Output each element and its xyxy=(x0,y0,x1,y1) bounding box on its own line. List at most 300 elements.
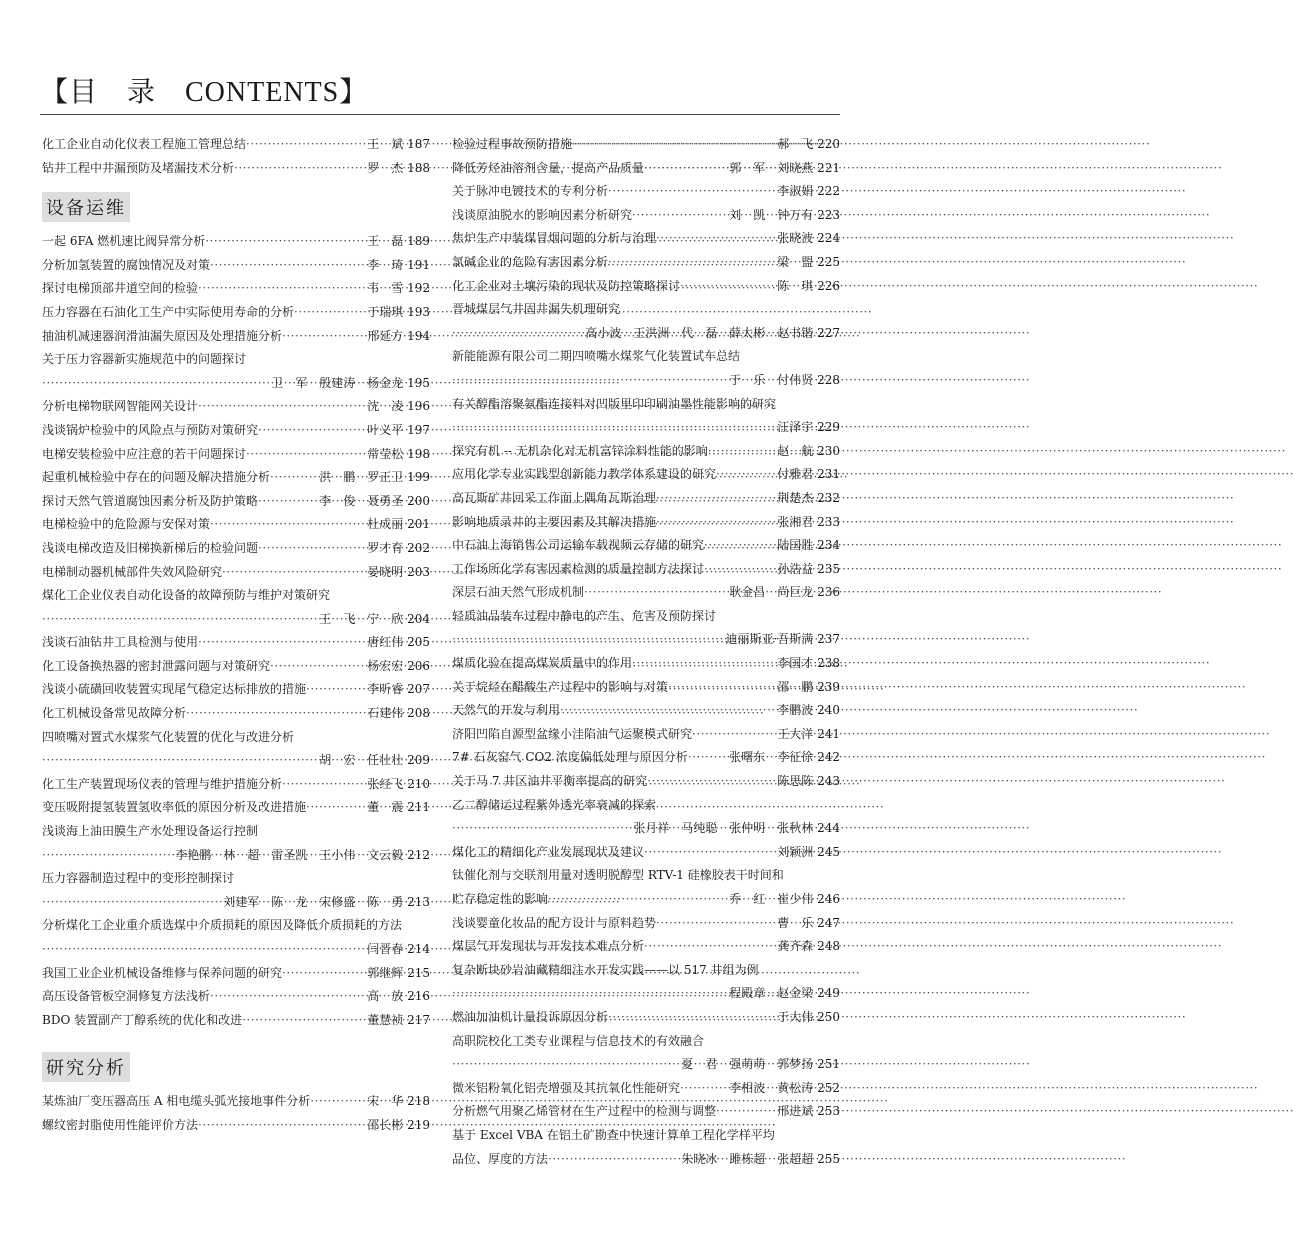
leader-dots xyxy=(42,891,221,915)
toc-entry-page: 208 xyxy=(407,706,430,721)
toc-entry[interactable] xyxy=(452,723,840,747)
toc-entry-page: 242 xyxy=(817,750,840,765)
toc-entry-meta xyxy=(317,466,430,490)
leader-dots xyxy=(270,655,365,679)
toc-entry-author: 迪丽斯亚·吾斯满 xyxy=(725,632,814,647)
toc-entry[interactable] xyxy=(452,628,840,652)
leader-dots xyxy=(205,230,365,254)
toc-entry-author: 于大伟 xyxy=(777,1009,814,1024)
toc-entry-title: 化工企业自动化仪表工程施工管理总结 xyxy=(42,137,247,151)
leader-dots xyxy=(242,1009,365,1033)
leader-dots xyxy=(452,1053,679,1077)
toc-entry[interactable] xyxy=(42,914,430,938)
toc-entry-page: 216 xyxy=(407,989,430,1004)
toc-entry[interactable] xyxy=(452,982,840,1006)
toc-entry[interactable] xyxy=(452,746,840,770)
toc-entry-title: 高压设备管板空洞修复方法浅析 xyxy=(42,989,211,1004)
toc-entry-title: 深层石油天然气形成机制 xyxy=(452,585,585,600)
toc-entry-page: 187 xyxy=(407,137,430,151)
toc-entry-author: 陆国胜 xyxy=(777,538,814,553)
toc-entry-author: 张晓波 xyxy=(777,231,814,246)
toc-entry[interactable] xyxy=(452,959,840,983)
leader-dots xyxy=(210,513,365,537)
toc-entry[interactable] xyxy=(42,395,430,419)
title-rule xyxy=(40,114,840,115)
toc-entry-author: 闫晋春 xyxy=(367,942,404,956)
toc-entry-page: 189 xyxy=(407,234,430,249)
toc-entry[interactable] xyxy=(452,298,840,322)
leader-dots xyxy=(644,841,775,865)
toc-entry-page: 220 xyxy=(817,137,840,151)
toc-entry[interactable] xyxy=(42,490,430,514)
toc-entry-meta xyxy=(775,180,840,204)
toc-entry-page: 194 xyxy=(407,328,430,343)
section-heading-research: 研究分析 xyxy=(42,1052,430,1082)
toc-entry[interactable] xyxy=(452,393,840,417)
toc-entry[interactable] xyxy=(42,608,430,632)
leader-dots xyxy=(608,251,775,275)
toc-entry-author: 杜成丽 xyxy=(367,517,404,532)
toc-entry-title: 浅谈石油钻井工具检测与使用 xyxy=(42,635,199,650)
toc-entry[interactable] xyxy=(452,440,840,464)
leader-dots xyxy=(452,628,723,652)
toc-entry-title: 品位、厚度的方法 xyxy=(452,1151,549,1166)
toc-entry-author: 高小波 王洪洲 代 磊 薛太彬 赵书锴 xyxy=(585,325,814,340)
leader-dots xyxy=(548,1148,679,1172)
toc-entry[interactable] xyxy=(452,157,840,181)
toc-entry-title: 煤层气开发现状与开发技术难点分析 xyxy=(452,939,645,954)
leader-dots xyxy=(294,301,365,325)
toc-entry[interactable] xyxy=(42,301,430,325)
toc-entry[interactable] xyxy=(452,180,840,204)
toc-entry-author: 叶义平 xyxy=(367,422,404,437)
toc-entry-title: 电梯检验中的危险源与安保对策 xyxy=(42,517,211,532)
toc-entry-title: 化工机械设备常见故障分析 xyxy=(42,706,187,721)
toc-entry[interactable] xyxy=(452,935,840,959)
toc-entry[interactable] xyxy=(42,348,430,372)
toc-entry[interactable] xyxy=(452,1124,840,1148)
toc-entry-title: 高职院校化工类专业课程与信息技术的有效融合 xyxy=(452,1033,705,1048)
toc-entry[interactable] xyxy=(452,227,840,251)
toc-entry-meta xyxy=(775,1006,840,1030)
toc-entry-meta xyxy=(317,608,430,632)
toc-entry-title: 浅谈小硫磺回收装置实现尾气稳定达标排放的措施 xyxy=(42,682,307,697)
toc-entry-title: 关于压力容器新实施规范中的问题探讨 xyxy=(42,352,247,367)
leader-dots xyxy=(716,1100,775,1124)
toc-entry-page: 255 xyxy=(817,1151,840,1166)
leader-dots xyxy=(222,561,365,585)
leader-dots xyxy=(186,702,365,726)
toc-entry-title: 分析燃气用聚乙烯管材在生产过程中的检测与调整 xyxy=(452,1104,717,1119)
leader-dots xyxy=(632,204,727,228)
toc-entry-page: 227 xyxy=(817,325,840,340)
toc-entry[interactable] xyxy=(42,820,430,844)
toc-entry[interactable] xyxy=(452,133,840,157)
leader-dots xyxy=(246,133,365,157)
toc-entry-title: 煤化工企业仪表自动化设备的故障预防与维护对策研究 xyxy=(42,588,331,603)
toc-entry-title: 有关醇酯溶聚氨酯连接料对凹版里印印刷油墨性能影响的研究 xyxy=(452,396,777,411)
toc-entry-meta xyxy=(727,1077,840,1101)
toc-entry-page: 195 xyxy=(407,375,430,390)
toc-entry[interactable] xyxy=(452,275,840,299)
toc-entry[interactable] xyxy=(452,817,840,841)
toc-entry-page: 203 xyxy=(407,564,430,579)
toc-entry-page: 246 xyxy=(817,892,840,906)
leader-dots xyxy=(42,608,317,632)
toc-entry[interactable] xyxy=(42,419,430,443)
toc-entry[interactable] xyxy=(42,537,430,561)
toc-entry-title: 探究有机 -- 无机杂化对无机富锌涂料性能的影响 xyxy=(452,443,708,458)
leader-dots xyxy=(198,395,365,419)
leader-dots xyxy=(234,157,365,181)
toc-group-research xyxy=(42,1090,430,1137)
toc-entry-author: 高 放 xyxy=(367,989,404,1004)
toc-entry[interactable] xyxy=(42,254,430,278)
toc-entry-meta xyxy=(365,254,430,278)
toc-entry[interactable] xyxy=(42,372,430,396)
toc-entry-title: 浅谈海上油田膜生产水处理设备运行控制 xyxy=(42,824,259,839)
toc-entry-meta xyxy=(727,746,840,770)
toc-entry-page: 210 xyxy=(407,776,430,791)
toc-entry[interactable] xyxy=(42,561,430,585)
toc-entry-page: 212 xyxy=(407,847,430,862)
toc-entry[interactable] xyxy=(452,1148,840,1172)
toc-entry[interactable] xyxy=(452,534,840,558)
toc-entry[interactable] xyxy=(42,1009,430,1033)
toc-entry-meta xyxy=(173,844,430,868)
toc-entry-page: 197 xyxy=(407,422,430,437)
toc-entry-title: 钻井工程中井漏预防及堵漏技术分析 xyxy=(42,160,235,175)
toc-entry[interactable] xyxy=(42,726,430,750)
toc-group-right xyxy=(452,133,840,1171)
toc-entry-author: 郭 军 刘晓燕 xyxy=(729,160,814,175)
toc-entry[interactable] xyxy=(42,962,430,986)
toc-entry-meta xyxy=(775,534,840,558)
leader-dots xyxy=(210,985,365,1009)
toc-entry-page: 215 xyxy=(407,965,430,980)
toc-entry-meta xyxy=(365,678,430,702)
toc-entry-page: 202 xyxy=(407,540,430,555)
toc-entry-page: 229 xyxy=(817,420,840,435)
toc-entry-page: 248 xyxy=(817,939,840,954)
leader-dots xyxy=(644,157,727,181)
toc-entry[interactable] xyxy=(42,867,430,891)
toc-entry[interactable] xyxy=(42,513,430,537)
toc-entry[interactable] xyxy=(42,157,430,181)
toc-entry[interactable] xyxy=(452,1077,840,1101)
toc-entry-author: 卫 军 殷建涛 杨金龙 xyxy=(271,375,404,390)
toc-entry[interactable] xyxy=(452,1053,840,1077)
toc-entry-title: 基于 Excel VBA 在铝土矿勘查中快速计算单工程化学样平均 xyxy=(452,1127,775,1142)
toc-entry-title: 高瓦斯矿井回采工作面上隅角瓦斯治理 xyxy=(452,490,657,505)
toc-entry-meta xyxy=(775,416,840,440)
toc-entry[interactable] xyxy=(42,466,430,490)
toc-entry-author: 韦 雪 xyxy=(367,281,404,296)
leader-dots xyxy=(452,817,631,841)
toc-entry[interactable] xyxy=(42,655,430,679)
leader-dots xyxy=(608,180,775,204)
toc-entry-page: 238 xyxy=(817,656,840,671)
leader-dots xyxy=(310,1090,365,1114)
leader-dots xyxy=(668,676,775,700)
toc-entry-page: 252 xyxy=(817,1080,840,1095)
toc-entry-author: 夏 君 强萌萌 郭梦扬 xyxy=(681,1057,814,1072)
toc-entry-author: 曹 乐 xyxy=(777,915,814,930)
toc-entry[interactable] xyxy=(42,985,430,1009)
toc-entry[interactable] xyxy=(42,749,430,773)
toc-entry[interactable] xyxy=(42,277,430,301)
leader-dots xyxy=(282,962,365,986)
toc-entry[interactable] xyxy=(42,796,430,820)
toc-entry-author: 李国才 xyxy=(777,656,814,671)
toc-entry-author: 邵 鹏 xyxy=(777,679,814,694)
toc-entry-page: 223 xyxy=(817,207,840,222)
toc-entry-meta xyxy=(365,301,430,325)
toc-entry[interactable] xyxy=(452,204,840,228)
toc-entry-title: 化工企业对土壤污染的现状及防控策略探讨 xyxy=(452,278,681,293)
right-column xyxy=(452,133,840,1171)
toc-entry-author: 董慧祯 xyxy=(367,1012,404,1027)
toc-entry-title: 降低芳烃油溶剂含量，提高产品质量 xyxy=(452,160,645,175)
toc-entry-author: 汪泽宇 xyxy=(777,420,814,435)
toc-entry-title: 贮存稳定性的影响 xyxy=(452,892,549,906)
toc-entry[interactable] xyxy=(42,443,430,467)
toc-entry-author: 荆楚杰 xyxy=(777,490,814,505)
toc-entry-meta xyxy=(775,133,840,157)
toc-entry[interactable] xyxy=(452,369,840,393)
toc-entry[interactable] xyxy=(42,891,430,915)
toc-entry-page: 204 xyxy=(407,611,430,626)
toc-entry-page: 224 xyxy=(817,231,840,246)
toc-entry-author: 张月祥 马纯聪 张仲明 张秋林 xyxy=(633,821,814,836)
toc-entry-page: 209 xyxy=(407,753,430,768)
toc-entry-author: 王 斌 xyxy=(367,137,404,151)
toc-entry[interactable] xyxy=(452,558,840,582)
toc-entry[interactable] xyxy=(452,864,840,888)
leader-dots xyxy=(282,325,365,349)
toc-entry-meta xyxy=(775,511,840,535)
leader-dots xyxy=(42,749,317,773)
leader-dots xyxy=(716,463,775,487)
toc-entry[interactable] xyxy=(42,1090,430,1114)
toc-entry-page: 253 xyxy=(817,1104,840,1119)
toc-entry-meta xyxy=(775,912,840,936)
toc-entry-title: 影响地质录井的主要因素及其解决措施 xyxy=(452,514,657,529)
toc-entry-meta xyxy=(727,982,840,1006)
toc-entry-meta xyxy=(221,891,430,915)
toc-entry-meta xyxy=(365,325,430,349)
toc-entry[interactable] xyxy=(452,841,840,865)
toc-entry[interactable] xyxy=(452,1030,840,1054)
leader-dots xyxy=(632,652,775,676)
toc-entry[interactable] xyxy=(42,938,430,962)
toc-entry-author: 张经飞 xyxy=(367,776,404,791)
toc-entry-title: 化工设备换热器的密封泄露问题与对策研究 xyxy=(42,658,271,673)
toc-entry[interactable] xyxy=(452,652,840,676)
toc-entry-meta xyxy=(631,817,840,841)
toc-entry-title: 燃油加油机计量投诉原因分析 xyxy=(452,1009,609,1024)
section-heading-equipment: 设备运维 xyxy=(42,192,430,222)
toc-entry-meta xyxy=(775,440,840,464)
toc-entry-meta xyxy=(365,796,430,820)
leader-dots xyxy=(452,982,727,1006)
toc-entry-title: 7# 石灰窑气 CO2 浓度偏低处理与原因分析 xyxy=(452,750,688,765)
toc-entry-title: 钛催化剂与交联剂用量对透明脱醇型 RTV-1 硅橡胶表干时间和 xyxy=(452,868,784,883)
toc-entry-author: 胡 宏 任壮壮 xyxy=(319,753,404,768)
toc-entry-title: 某炼油厂变压器高压 A 相电缆头弧光接地事件分析 xyxy=(42,1094,311,1109)
toc-entry[interactable] xyxy=(452,770,840,794)
toc-entry-page: 240 xyxy=(817,703,840,718)
toc-entry-title: 中石油上海销售公司运输车载视频云存储的研究 xyxy=(452,538,705,553)
toc-entry-title: 浅谈电梯改造及旧梯换新梯后的检验问题 xyxy=(42,540,259,555)
toc-entry[interactable] xyxy=(42,133,430,157)
toc-entry[interactable] xyxy=(42,584,430,608)
toc-entry-author: 赵 航 xyxy=(777,443,814,458)
toc-entry-meta xyxy=(365,655,430,679)
toc-entry-meta xyxy=(775,463,840,487)
toc-entry[interactable] xyxy=(452,511,840,535)
toc-entry-title: 螺纹密封脂使用性能评价方法 xyxy=(42,1117,199,1132)
toc-entry[interactable] xyxy=(452,605,840,629)
toc-entry-meta xyxy=(727,581,840,605)
toc-entry-title: 焦炉生产中装煤冒烟问题的分析与治理 xyxy=(452,231,657,246)
leader-dots xyxy=(680,275,775,299)
toc-entry-author: 郭继辉 xyxy=(367,965,404,980)
toc-entry-meta xyxy=(727,157,840,181)
toc-entry[interactable] xyxy=(452,345,840,369)
leader-dots xyxy=(656,511,775,535)
toc-entry-meta xyxy=(365,277,430,301)
toc-entry-title: 煤化工的精细化产业发展现状及建议 xyxy=(452,844,645,859)
toc-entry[interactable] xyxy=(42,844,430,868)
toc-entry-page: 199 xyxy=(407,470,430,485)
toc-entry[interactable] xyxy=(452,1006,840,1030)
toc-entry-meta xyxy=(365,938,430,962)
left-column xyxy=(42,133,430,1138)
toc-entry-title: 煤质化验在提高煤炭质量中的作用 xyxy=(452,656,633,671)
toc-entry-author: 刘建军 陈 龙 宋修盛 陈 勇 xyxy=(223,894,404,909)
leader-dots xyxy=(42,938,365,962)
leader-dots xyxy=(246,443,365,467)
toc-entry[interactable] xyxy=(42,773,430,797)
leader-dots xyxy=(608,1006,775,1030)
toc-entry-title: 应用化学专业实践型创新能力教学体系建设的研究 xyxy=(452,467,717,482)
toc-entry-meta xyxy=(679,1148,840,1172)
toc-entry-author: 孙浩益 xyxy=(777,561,814,576)
toc-entry-meta xyxy=(317,749,430,773)
toc-entry-author: 程殿章 赵金梁 xyxy=(729,986,814,1001)
toc-entry-title: 检验过程事故预防措施 xyxy=(452,137,573,151)
toc-entry-author: 陈 琪 xyxy=(777,278,814,293)
toc-entry-page: 239 xyxy=(817,679,840,694)
toc-entry-author: 宋 华 xyxy=(367,1094,404,1109)
toc-entry-meta xyxy=(775,676,840,700)
toc-entry[interactable] xyxy=(452,581,840,605)
toc-entry-title: 四喷嘴对置式水煤浆气化装置的优化与改进分析 xyxy=(42,729,295,744)
toc-entry-page: 201 xyxy=(407,517,430,532)
toc-entry-author: 李相波 黄松涛 xyxy=(729,1080,814,1095)
toc-entry-title: 氯碱企业的危险有害因素分析 xyxy=(452,254,609,269)
toc-entry[interactable] xyxy=(452,794,840,818)
toc-entry-page: 225 xyxy=(817,254,840,269)
toc-entry[interactable] xyxy=(452,676,840,700)
toc-entry-page: 249 xyxy=(817,986,840,1001)
toc-entry[interactable] xyxy=(452,322,840,346)
leader-dots xyxy=(198,277,365,301)
toc-entry-title: 新能能源有限公司二期四喷嘴水煤浆气化装置试车总结 xyxy=(452,349,741,364)
toc-entry[interactable] xyxy=(42,1114,430,1138)
leader-dots xyxy=(548,888,727,912)
leader-dots xyxy=(258,419,365,443)
toc-entry[interactable] xyxy=(452,912,840,936)
toc-entry[interactable] xyxy=(452,251,840,275)
toc-entry-author: 王 磊 xyxy=(367,234,404,249)
toc-entry-meta xyxy=(365,395,430,419)
toc-entry-author: 张湘君 xyxy=(777,514,814,529)
toc-entry-page: 226 xyxy=(817,278,840,293)
leader-dots xyxy=(270,466,317,490)
toc-entry-author: 晏晓明 xyxy=(367,564,404,579)
toc-entry-meta xyxy=(775,935,840,959)
toc-entry-meta xyxy=(775,275,840,299)
toc-entry[interactable] xyxy=(452,463,840,487)
toc-entry[interactable] xyxy=(452,1100,840,1124)
toc-entry-page: 222 xyxy=(817,184,840,199)
toc-entry[interactable] xyxy=(42,325,430,349)
toc-entry-author: 石建伟 xyxy=(367,706,404,721)
toc-entry-title: 我国工业企业机械设备维修与保养问题的研究 xyxy=(42,965,283,980)
leader-dots xyxy=(306,796,365,820)
toc-entry-page: 243 xyxy=(817,774,840,789)
toc-entry-meta xyxy=(727,369,840,393)
toc-entry-page: 207 xyxy=(407,682,430,697)
toc-entry-author: 张曙东 李征徐 xyxy=(729,750,814,765)
toc-entry-page: 251 xyxy=(817,1057,840,1072)
toc-entry-author: 郝 飞 xyxy=(777,137,814,151)
toc-entry[interactable] xyxy=(42,702,430,726)
leader-dots xyxy=(656,227,775,251)
toc-entry[interactable] xyxy=(452,487,840,511)
leader-dots xyxy=(584,581,727,605)
toc-group-equipment xyxy=(42,230,430,1032)
toc-entry-title: 一起 6FA 燃机速比阀异常分析 xyxy=(42,234,206,249)
toc-entry[interactable] xyxy=(452,416,840,440)
toc-entry-author: 耿金昌 尚巨龙 xyxy=(729,585,814,600)
toc-entry-meta xyxy=(365,561,430,585)
leader-dots xyxy=(42,372,269,396)
toc-entry-author: 沈 凌 xyxy=(367,399,404,414)
toc-entry-page: 244 xyxy=(817,821,840,836)
toc-entry-meta xyxy=(775,227,840,251)
leader-dots xyxy=(560,699,775,723)
toc-entry-page: 200 xyxy=(407,493,430,508)
toc-entry[interactable] xyxy=(42,631,430,655)
toc-entry[interactable] xyxy=(452,888,840,912)
toc-entry-title: 复杂断块砂岩油藏精细注水开发实践——以 517 井组为例 xyxy=(452,962,759,977)
toc-entry-author: 王大洋 xyxy=(777,726,814,741)
toc-entry[interactable] xyxy=(42,678,430,702)
toc-entry-meta xyxy=(365,419,430,443)
leader-dots xyxy=(198,631,365,655)
toc-entry-meta xyxy=(365,230,430,254)
toc-entry-author: 唐红伟 xyxy=(367,635,404,650)
toc-entry-title: 浅谈锅炉检验中的风险点与预防对策研究 xyxy=(42,422,259,437)
toc-entry[interactable] xyxy=(42,230,430,254)
toc-entry-meta xyxy=(365,1090,430,1114)
toc-entry[interactable] xyxy=(452,699,840,723)
toc-entry-page: 235 xyxy=(817,561,840,576)
toc-entry-author: 于瑞琪 xyxy=(367,304,404,319)
